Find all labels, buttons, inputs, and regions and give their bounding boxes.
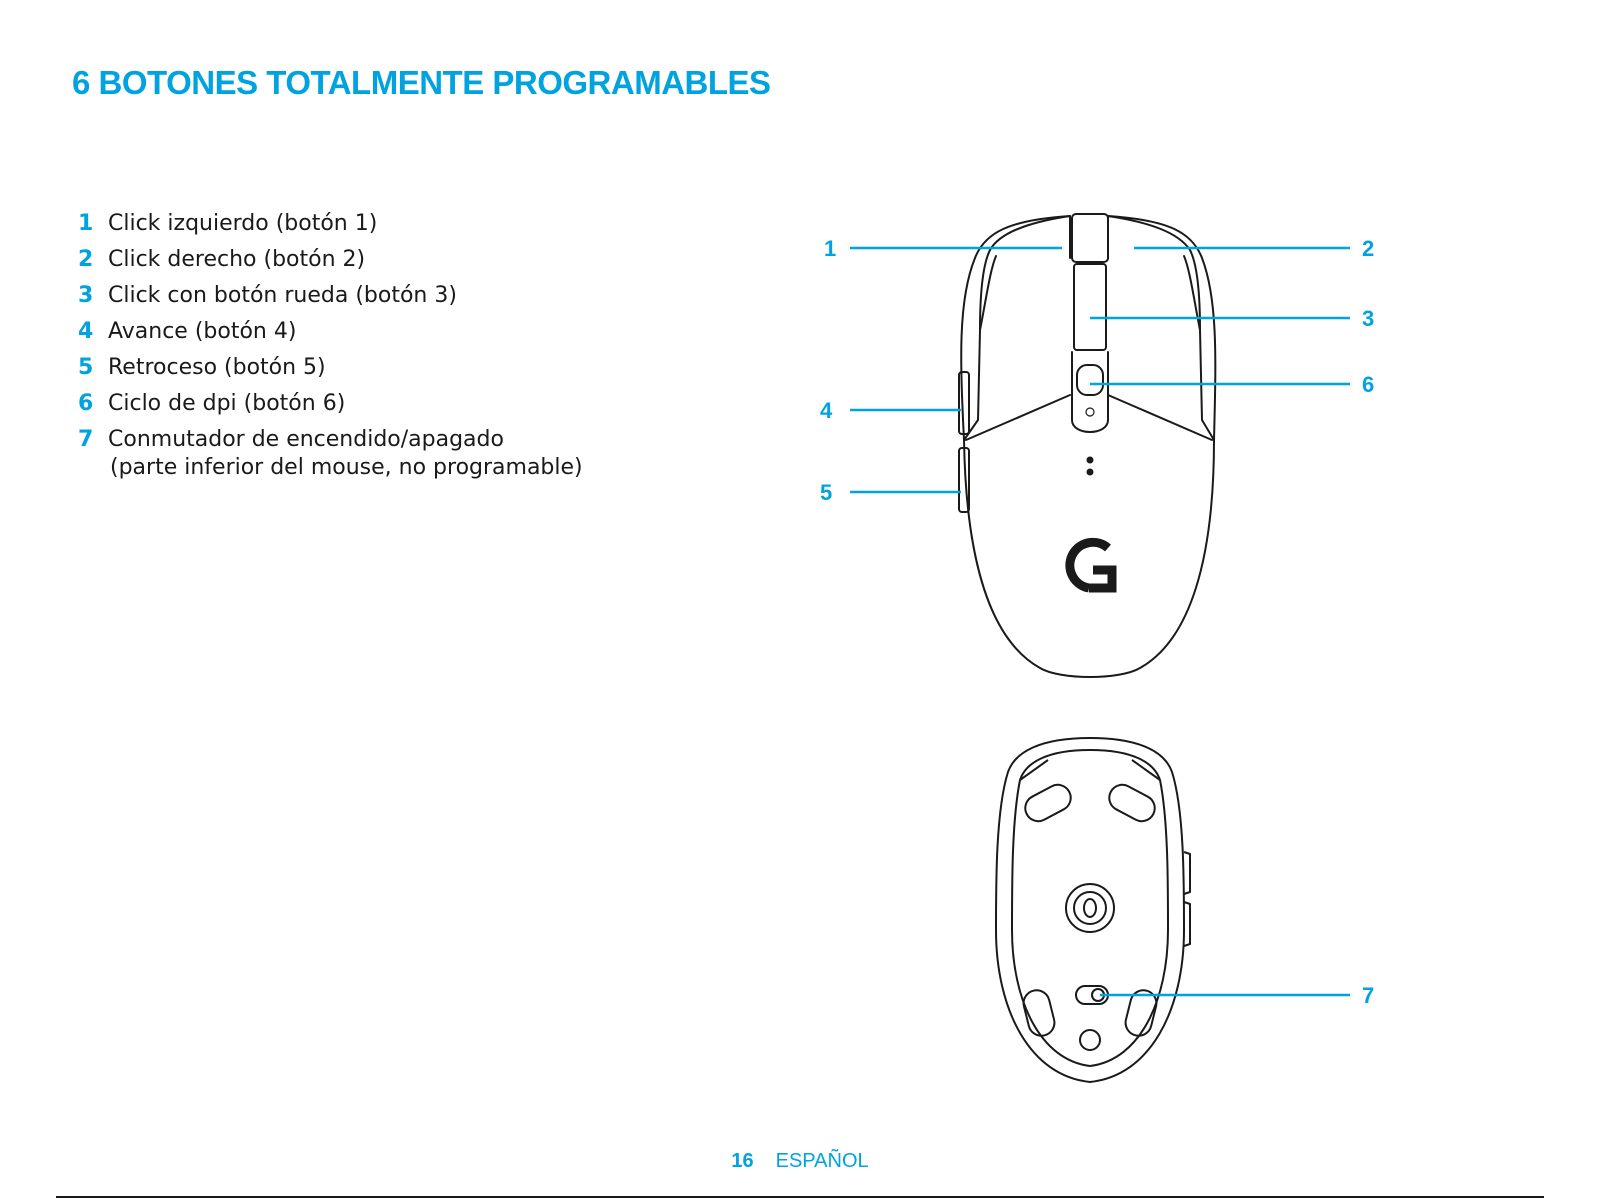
item-label: Click derecho (botón 2) <box>108 247 366 272</box>
callout-5: 5 <box>820 480 833 505</box>
mouse-foot <box>1021 780 1076 825</box>
item-sublabel: (parte inferior del mouse, no programable) <box>110 455 583 480</box>
item-label: Click con botón rueda (botón 3) <box>108 283 457 308</box>
mouse-foot <box>1021 988 1057 1039</box>
scroll-wheel <box>1074 264 1106 350</box>
g-logo-icon <box>1070 542 1112 588</box>
item-number: 1 <box>78 211 94 236</box>
page-footer <box>0 1150 1600 1173</box>
callout-2: 2 <box>1362 236 1375 261</box>
mouse-bottom-view <box>996 738 1190 1082</box>
mouse-top-view <box>959 214 1215 677</box>
footer-rule <box>56 1196 1544 1198</box>
item-label: Avance (botón 4) <box>108 319 297 344</box>
item-label: Retroceso (botón 5) <box>108 355 326 380</box>
item-label: Ciclo de dpi (botón 6) <box>108 391 346 416</box>
callout-6: 6 <box>1362 372 1375 397</box>
item-number: 4 <box>78 319 94 344</box>
page-title: 6 BOTONES TOTALMENTE PROGRAMABLES <box>72 64 771 101</box>
callout-1: 1 <box>824 236 837 261</box>
mouse-foot <box>1105 780 1160 825</box>
mouse-body-outline <box>961 216 1215 677</box>
item-number: 3 <box>78 283 94 308</box>
item-label: Conmutador de encendido/apagado <box>108 427 504 452</box>
callout-4: 4 <box>820 398 833 423</box>
item-number: 6 <box>78 391 94 416</box>
callout-7: 7 <box>1362 983 1375 1008</box>
dpi-button <box>1077 365 1103 395</box>
page-number: 16 <box>731 1150 754 1172</box>
callout-lines <box>850 248 1350 995</box>
item-number: 5 <box>78 355 94 380</box>
footer-language: ESPAÑOL <box>775 1150 869 1172</box>
item-number: 7 <box>78 427 94 452</box>
callout-3: 3 <box>1362 306 1375 331</box>
item-label: Click izquierdo (botón 1) <box>108 211 378 236</box>
item-number: 2 <box>78 247 94 272</box>
